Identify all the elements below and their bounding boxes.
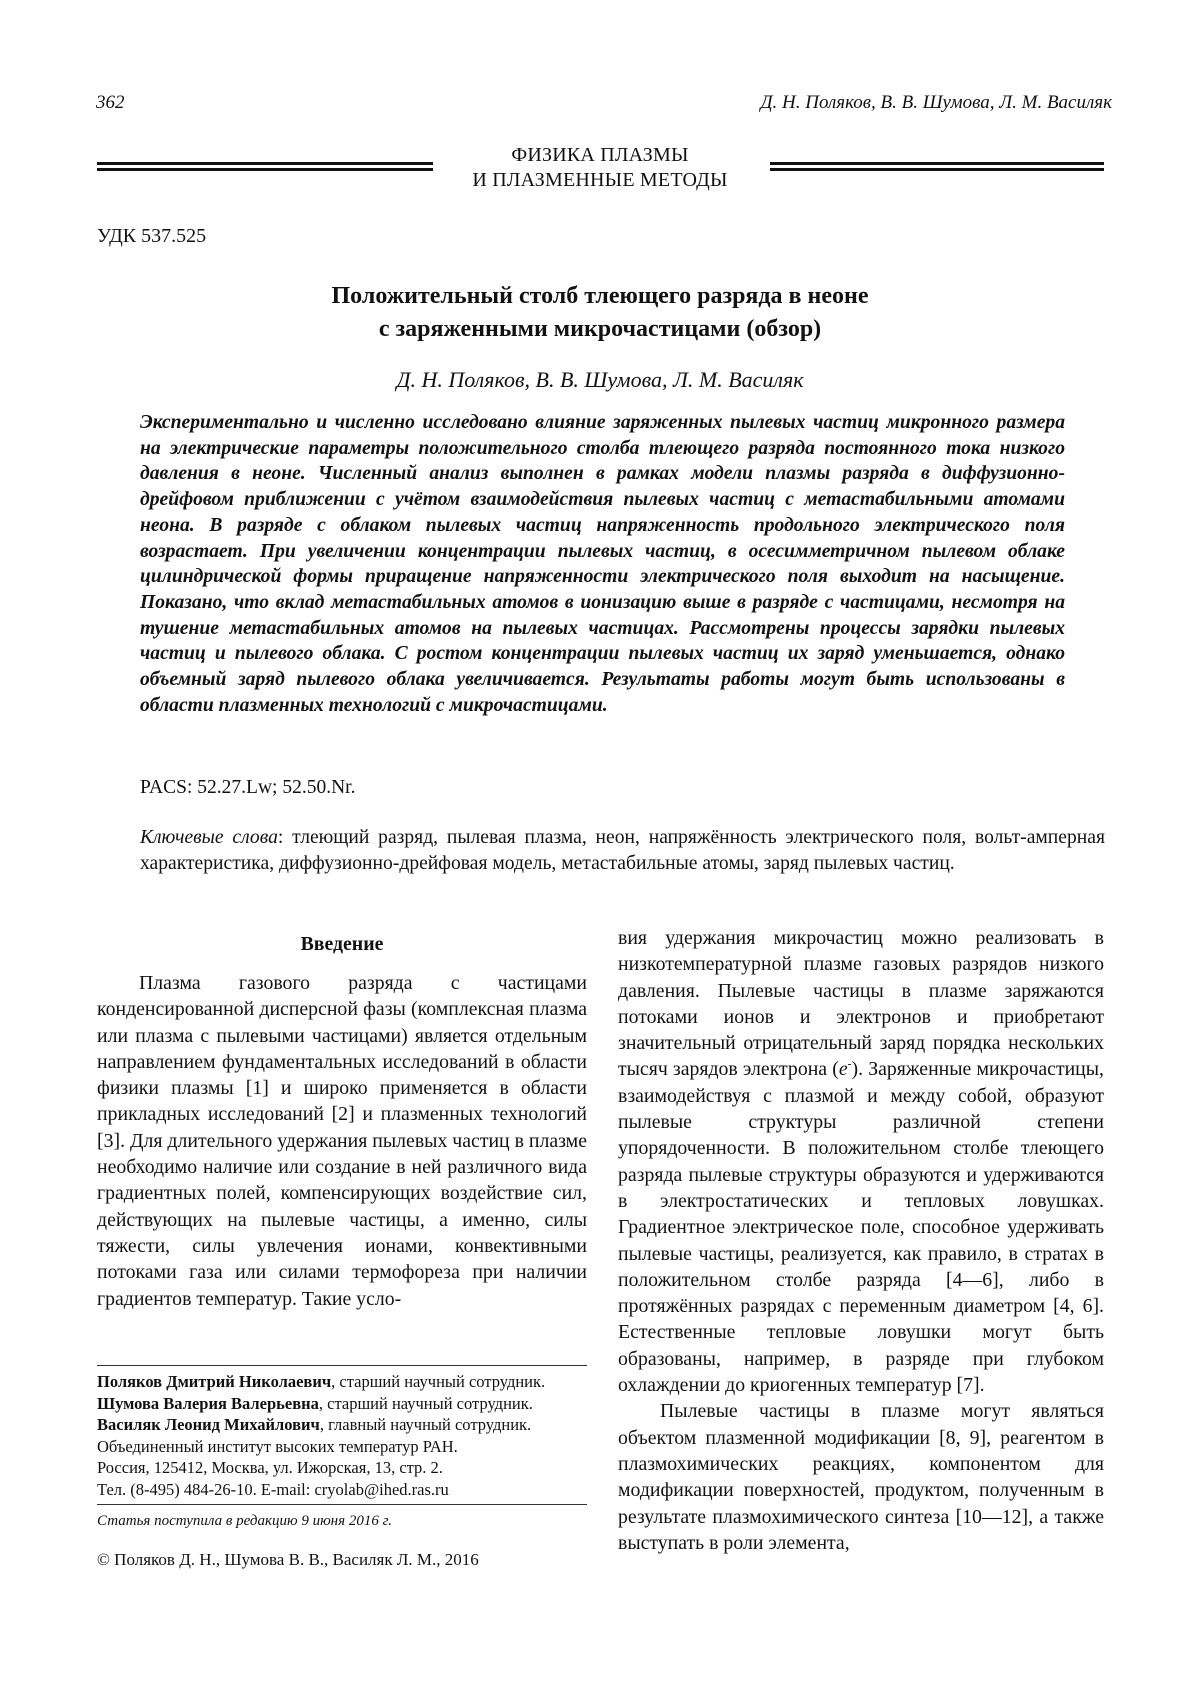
udc-code: УДК 537.525 — [97, 225, 207, 247]
section-rule-left — [97, 162, 433, 171]
section-title-line1: ФИЗИКА ПЛАЗМЫ — [511, 144, 689, 166]
keywords-label: Ключевые слова — [140, 827, 278, 848]
electron-symbol: e — [838, 1058, 848, 1081]
running-header-authors: Д. Н. Поляков, В. В. Шумова, Л. М. Василяк — [760, 92, 1112, 113]
received-divider — [97, 1504, 587, 1505]
keywords — [140, 825, 1105, 876]
paragraph-text-part: вия удержания микрочастиц можно реализовать в низкотемпературной плазме газовых разрядов низкого давления. Пылевые частицы в плазме заряжаются потоками ионов и электронов и приобретают значительный отрицательный заряд порядка нескольких тысяч зарядов электрона ( — [618, 927, 1104, 1081]
author-role: , старший научный сотрудник. — [331, 1372, 546, 1391]
footnote-contacts: Тел. (8-495) 484-26-10. E-mail: cryolab@ihed.ras.ru — [97, 1479, 449, 1499]
copyright: © Поляков Д. Н., Шумова В. В., Василяк Л. М., 2016 — [97, 1550, 479, 1569]
pacs-codes: PACS: 52.27.Lw; 52.50.Nr. — [140, 777, 356, 798]
footnote-author-1 — [97, 1371, 597, 1393]
article-title-line1: Положительный столб тлеющего разряда в неоне — [331, 283, 869, 309]
intro-paragraph-2: Пылевые частицы в плазме могут являться объектом плазменной модификации [8, 9], реагентом в плазмохимических реакциях, компонентом для модификации поверхностей, продуктом, полученным в результате плазмохимического синтеза [10—12], а также выступать в роли элемента, — [618, 1400, 1104, 1554]
intro-paragraph-1-continued — [618, 925, 1104, 1398]
author-name: Василяк Леонид Михайлович — [97, 1415, 320, 1434]
author-name: Поляков Дмитрий Николаевич — [97, 1372, 332, 1391]
author-role: , старший научный сотрудник. — [318, 1393, 533, 1413]
electron-charge-sign: - — [847, 1056, 852, 1071]
article-title-line2: с заряженными микрочастицами (обзор) — [378, 316, 822, 342]
intro-heading: Введение — [300, 933, 384, 955]
footnote-divider — [97, 1365, 587, 1366]
section-title-line2: И ПЛАЗМЕННЫЕ МЕТОДЫ — [472, 169, 728, 191]
article-title — [0, 280, 1200, 346]
keywords-text: : тлеющий разряд, пылевая плазма, неон, напряжённость электрического поля, вольт-амперная характеристика, диффузионно-дрейфовая модель, метастабильные атомы, заряд пылевых частиц. — [140, 827, 1105, 874]
footnote-author-3 — [97, 1414, 597, 1436]
footnote-institution: Объединенный институт высоких температур РАН. — [97, 1436, 458, 1456]
section-rule-right — [770, 162, 1104, 171]
left-column — [97, 970, 587, 1312]
author-footnote — [97, 1371, 597, 1500]
right-column — [618, 925, 1104, 1556]
abstract: Экспериментально и численно исследовано влияние заряженных пылевых частиц микронного размера на электрические параметры положительного столба тлеющего разряда постоянного тока низкого давления в неоне. Численный анализ выполнен в рамках модели плазмы разряда в диффузионно-дрейфовом приближении с учётом взаимодействия пылевых частиц с метастабильными атомами неона. В разряде с облаком пылевых частиц напряженность продольного электрического поля возрастает. При увеличении концентрации пылевых частиц, в осесимметричном пылевом облаке цилиндрической формы приращение напряженности электрического поля выходит на насыщение. Показано, что вклад метастабильных атомов в ионизацию выше в разряде с частицами, несмотря на тушение метастабильных атомов на пылевых частицах. Рассмотрены процессы зарядки пылевых частиц и пылевого облака. С ростом концентрации пылевых частиц их заряд уменьшается, однако объемный заряд пылевого облака увеличивается. Результаты работы могут быть использованы в области плазменных технологий с микрочастицами. — [140, 412, 1065, 716]
author-role: , главный научный сотрудник. — [319, 1415, 532, 1434]
paragraph-text-part: ). Заряженные микрочастицы, взаимодействуя с плазмой и между собой, образуют пылевые структуры различной степени упорядоченности. В положительном столбе тлеющего разряда пылевые структуры образуются и удерживаются в электростатических и тепловых ловушках. Градиентное электрическое поле, способное удерживать пылевые частицы, реализуется, как правило, в стратах в положительном столбе разряда [4—6], либо в протяжённых разрядах с переменным диаметром [4, 6]. Естественные тепловые ловушки могут быть образованы, например, в разряде при глубоком охлаждении до криогенных температур [7]. — [618, 1058, 1105, 1397]
footnote-author-2 — [97, 1393, 597, 1415]
author-name: Шумова Валерия Валерьевна — [97, 1393, 319, 1413]
article-authors: Д. Н. Поляков, В. В. Шумова, Л. М. Василяк — [396, 367, 804, 392]
received-date: Статья поступила в редакцию 9 июня 2016 г. — [97, 1513, 392, 1529]
intro-paragraph-1: Плазма газового разряда с частицами конденсированной дисперсной фазы (комплексная плазма или плазма с пылевыми частицами) является отдельным направлением фундаментальных исследований в области физики плазмы [1] и широко применяется в области прикладных исследований [2] и плазменных технологий [3]. Для длительного удержания пылевых частиц в плазме необходимо наличие или создание в ней различного вида градиентных полей, компенсирующих воздействие сил, действующих на пылевые частицы, а именно, силы тяжести, силы увлечения ионами, конвективными потоками газа или силами термофореза при наличии градиентов температур. Такие усло- — [97, 972, 587, 1310]
footnote-address: Россия, 125412, Москва, ул. Ижорская, 13, стр. 2. — [97, 1458, 443, 1477]
page-number: 362 — [96, 92, 125, 113]
